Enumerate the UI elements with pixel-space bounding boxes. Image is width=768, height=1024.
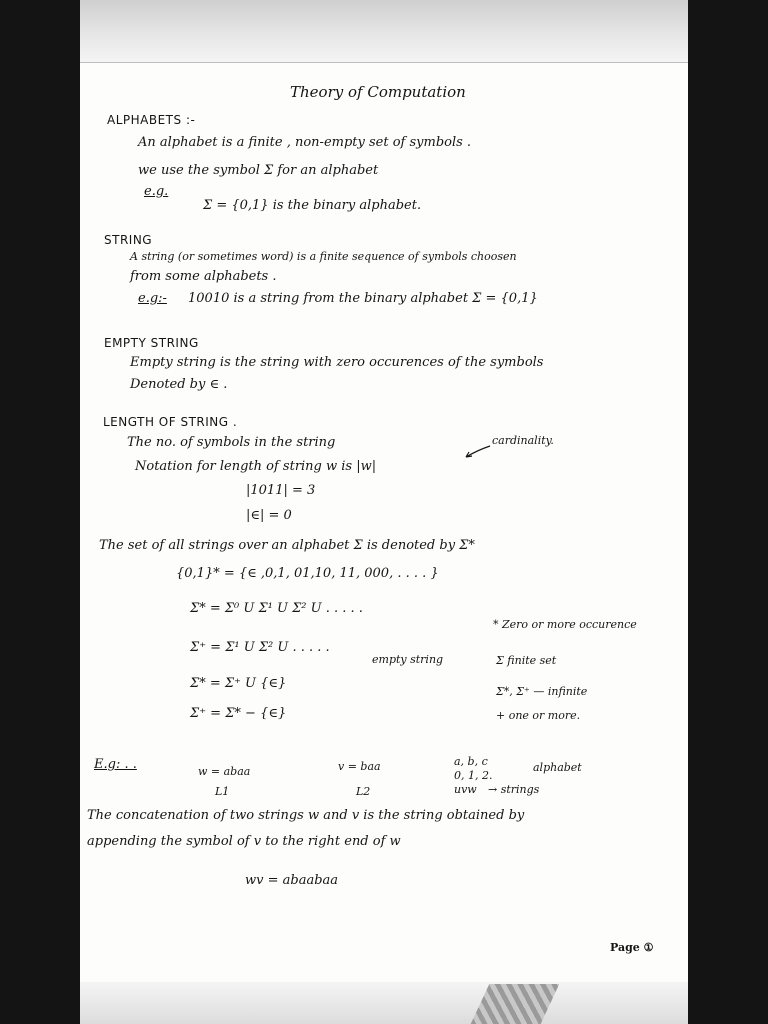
- example-digits: 0, 1, 2.: [454, 769, 493, 782]
- page-top-fold: [80, 0, 688, 63]
- alphabets-symbol-note: we use the symbol Σ for an alphabet: [138, 163, 379, 178]
- kleene-eq-2: Σ⁺ = Σ¹ U Σ² U . . . . .: [190, 640, 330, 655]
- notebook-page: [80, 0, 688, 1024]
- empty-string-notation: Denoted by ∈ .: [130, 377, 228, 392]
- string-heading: STRING: [104, 233, 153, 247]
- note-infinite: Σ*, Σ⁺ — infinite: [496, 685, 588, 698]
- length-example-1: |1011| = 3: [246, 483, 316, 498]
- alphabets-definition: An alphabet is a finite , non-empty set of symbols .: [138, 135, 472, 150]
- length-example-2: |∈| = 0: [246, 508, 292, 523]
- concat-definition: The concatenation of two strings w and v is the string obtained by: [87, 808, 525, 823]
- kleene-definition: The set of all strings over an alphabet Σ is denoted by Σ*: [99, 538, 475, 553]
- kleene-set-example: {0,1}* = {∈ ,0,1, 01,10, 11, 000, . . . . }: [176, 566, 439, 581]
- length-notation: Notation for length of string w is |w|: [135, 459, 377, 474]
- alphabets-eg-label: e.g.: [144, 184, 169, 199]
- string-eg-label: e.g:-: [138, 291, 167, 306]
- kleene-eq-1: Σ* = Σ⁰ U Σ¹ U Σ² U . . . . .: [190, 601, 363, 616]
- length-heading: LENGTH OF STRING .: [103, 415, 238, 429]
- concat-result: wv = abaabaa: [245, 873, 339, 888]
- example-w: w = abaa: [198, 765, 251, 778]
- cardinality-note: cardinality.: [492, 434, 554, 447]
- example-l1: L1: [215, 785, 230, 798]
- empty-string-definition: Empty string is the string with zero occurences of the symbols: [130, 355, 544, 370]
- example-v: v = baa: [338, 760, 381, 773]
- example-strings: → strings: [488, 783, 540, 796]
- empty-string-heading: EMPTY STRING: [104, 336, 199, 350]
- concat-definition-cont: appending the symbol of v to the right end of w: [87, 834, 401, 849]
- cardinality-arrow-icon: [462, 442, 492, 462]
- page-title: Theory of Computation: [290, 83, 466, 101]
- string-definition-cont: from some alphabets .: [130, 269, 277, 284]
- page-bottom-edge: [80, 982, 688, 1024]
- kleene-eq-4: Σ⁺ = Σ* − {∈}: [190, 706, 287, 721]
- note-finite-set: Σ finite set: [496, 654, 557, 667]
- string-eg-text: 10010 is a string from the binary alphabet Σ = {0,1}: [188, 291, 538, 306]
- alphabets-eg-text: Σ = {0,1} is the binary alphabet.: [203, 198, 422, 213]
- example-alphabet: alphabet: [533, 761, 582, 774]
- page-number: Page ①: [610, 941, 654, 954]
- empty-string-annotation: empty string: [372, 653, 444, 666]
- note-one-or-more: + one or more.: [496, 709, 581, 722]
- example-uvw: uvw: [454, 783, 477, 796]
- example-symbols: a, b, c: [454, 755, 488, 768]
- example-l2: L2: [356, 785, 371, 798]
- length-definition: The no. of symbols in the string: [127, 435, 336, 450]
- example-label: E.g: . .: [94, 757, 137, 772]
- note-zero-or-more: * Zero or more occurence: [493, 618, 637, 631]
- string-definition: A string (or sometimes word) is a finite sequence of symbols choosen: [130, 250, 517, 263]
- kleene-eq-3: Σ* = Σ⁺ U {∈}: [190, 676, 287, 691]
- alphabets-heading: ALPHABETS :-: [107, 113, 196, 127]
